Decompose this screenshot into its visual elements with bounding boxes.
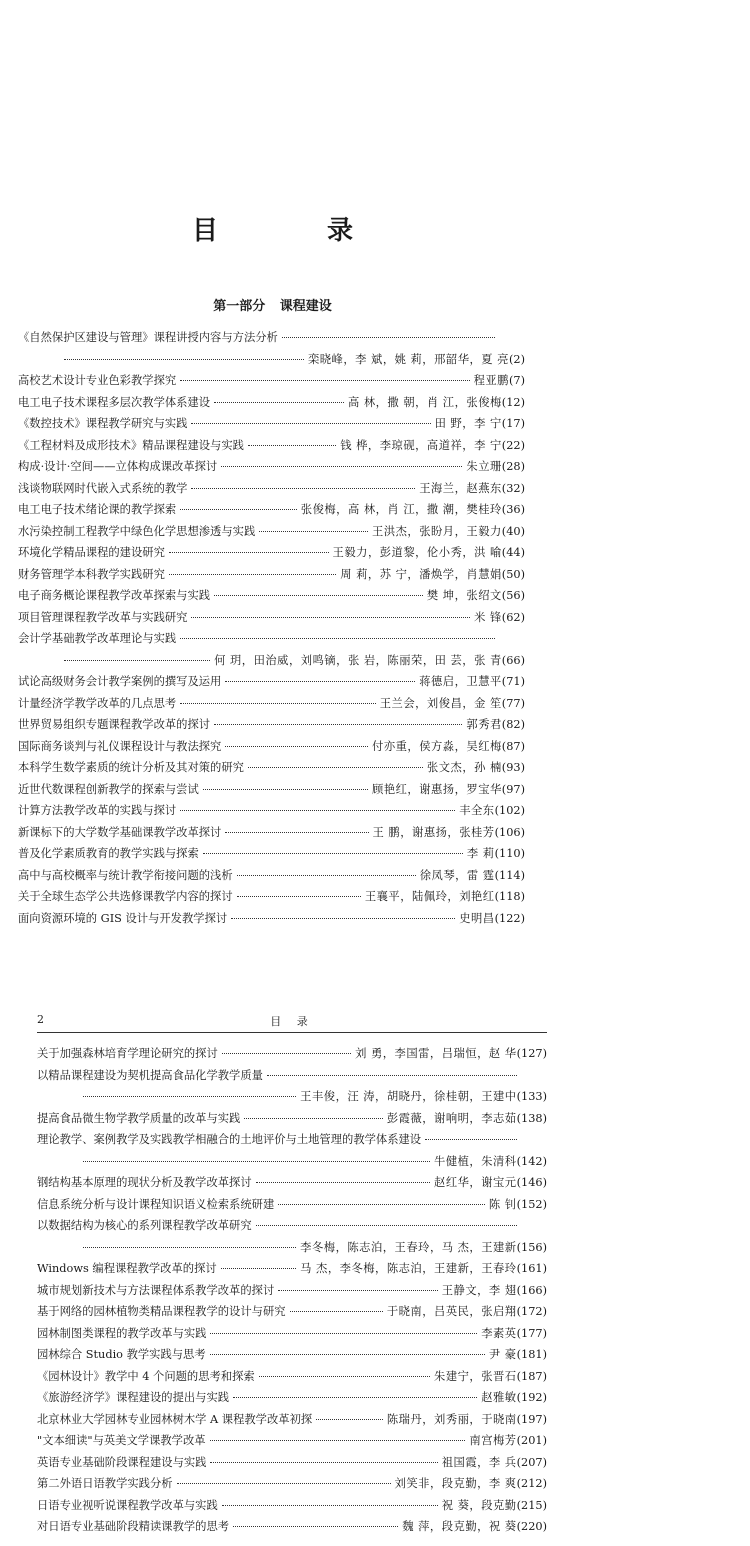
entry-authors: 张文杰，孙 楠 xyxy=(426,761,502,774)
entry-page-number: (77) xyxy=(501,696,525,710)
entry-page-number: (166) xyxy=(516,1283,547,1297)
toc-entry xyxy=(18,542,525,564)
entry-authors: 马 杰，李冬梅，陈志泊，王建新，王春玲 xyxy=(300,1262,517,1275)
entry-authors: 王襄平，陆佩玲，刘艳红 xyxy=(364,890,495,903)
toc-entry xyxy=(18,865,525,887)
entry-authors: 尹 豪 xyxy=(488,1348,517,1361)
entry-page-number: (197) xyxy=(516,1412,547,1426)
dot-leader xyxy=(225,681,415,682)
dot-leader xyxy=(237,896,361,897)
entry-title: 园林综合 Studio 教学实践与思考 xyxy=(37,1348,206,1361)
entry-page-number: (152) xyxy=(516,1197,547,1211)
toc-entry xyxy=(18,822,525,844)
toc-entry-list xyxy=(37,1043,547,1538)
dot-leader xyxy=(64,660,210,661)
entry-title: 会计学基础教学改革理论与实践 xyxy=(18,632,177,645)
entry-page-number: (220) xyxy=(516,1520,547,1533)
entry-title: 浅谈物联网时代嵌入式系统的教学 xyxy=(18,481,188,495)
entry-title: 计算方法教学改革的实践与探讨 xyxy=(18,804,177,817)
entry-page-number: (114) xyxy=(494,868,525,882)
running-page-number: 2 xyxy=(37,1013,44,1026)
dot-leader xyxy=(278,1204,485,1205)
toc-entry xyxy=(18,757,525,779)
entry-page-number: (177) xyxy=(516,1326,547,1340)
dot-leader xyxy=(210,1354,485,1355)
toc-page-2 xyxy=(0,1010,750,1546)
entry-authors: 祝 葵，段克勤 xyxy=(441,1498,517,1512)
entry-title: 环境化学精品课程的建设研究 xyxy=(18,546,165,559)
dot-leader xyxy=(316,1419,383,1420)
dot-leader xyxy=(267,1075,517,1076)
entry-page-number: (146) xyxy=(516,1176,547,1189)
toc-entry xyxy=(37,1387,547,1409)
toc-title: 目 录 xyxy=(191,216,404,246)
toc-entry xyxy=(18,478,525,500)
toc-entry xyxy=(37,1301,547,1323)
dot-leader xyxy=(191,423,430,424)
dot-leader xyxy=(83,1247,296,1248)
entry-title: 基于网络的园林植物类精品课程教学的设计与研究 xyxy=(37,1305,286,1318)
toc-entry xyxy=(37,1258,547,1280)
running-header xyxy=(37,1010,547,1033)
entry-authors: 丰全东 xyxy=(459,804,495,817)
entry-authors: 蒋德启，卫慧平 xyxy=(419,675,502,688)
dot-leader xyxy=(210,1462,437,1463)
toc-entry xyxy=(18,585,525,607)
toc-entry xyxy=(37,1065,547,1108)
entry-authors: 王洪杰，张盼月，王毅力 xyxy=(372,524,502,538)
entry-authors: 米 锋 xyxy=(474,610,502,624)
toc-entry xyxy=(18,908,525,930)
entry-authors: 程亚鹏 xyxy=(473,374,509,387)
entry-title: Windows 编程课程教学改革的探讨 xyxy=(37,1262,217,1275)
toc-entry-list xyxy=(18,327,525,929)
toc-entry xyxy=(18,327,525,370)
entry-title: 《数控技术》课程教学研究与实践 xyxy=(18,417,188,430)
entry-title: 提高食品微生物学教学质量的改革与实践 xyxy=(37,1111,241,1125)
dot-leader xyxy=(225,832,368,833)
entry-authors: 徐凤琴，雷 霆 xyxy=(419,868,495,882)
dot-leader xyxy=(237,875,416,876)
entry-page-number: (97) xyxy=(501,782,525,796)
entry-title: 英语专业基础阶段课程建设与实践 xyxy=(37,1455,207,1469)
toc-entry xyxy=(37,1473,547,1495)
entry-page-number: (207) xyxy=(516,1455,547,1469)
entry-page-number: (22) xyxy=(501,438,525,452)
dot-leader xyxy=(425,1139,517,1140)
entry-page-number: (17) xyxy=(501,417,525,430)
dot-leader xyxy=(222,1053,351,1054)
entry-title: 城市规划新技术与方法课程体系教学改革的探讨 xyxy=(37,1283,275,1297)
entry-title: 钢结构基本原理的现状分析及教学改革探讨 xyxy=(37,1176,252,1189)
entry-page-number: (102) xyxy=(494,804,525,817)
entry-page-number: (192) xyxy=(516,1391,547,1404)
entry-title: 第二外语日语教学实践分析 xyxy=(37,1477,173,1490)
dot-leader xyxy=(282,337,495,338)
toc-entry xyxy=(37,1280,547,1302)
dot-leader xyxy=(214,724,462,725)
entry-title: 电子商务概论课程教学改革探索与实践 xyxy=(18,589,211,602)
entry-title: "文本细读"与英美文学课教学改革 xyxy=(37,1434,206,1447)
toc-entry xyxy=(37,1344,547,1366)
entry-authors: 田 野，李 宁 xyxy=(434,417,502,430)
entry-authors: 陈瑞丹，刘秀丽，于晓南 xyxy=(386,1412,517,1426)
entry-page-number: (133) xyxy=(516,1090,547,1103)
entry-authors: 李素英 xyxy=(481,1326,517,1340)
entry-authors: 李冬梅，陈志泊，王春玲，马 杰，王建新 xyxy=(300,1240,517,1254)
dot-leader xyxy=(278,1290,437,1291)
entry-title: 国际商务谈判与礼仪课程设计与教法探究 xyxy=(18,739,222,753)
entry-authors: 樊 坤，张绍文 xyxy=(426,589,502,602)
running-title: 目 录 xyxy=(270,1015,314,1028)
entry-page-number: (110) xyxy=(494,847,525,860)
section-heading: 第一部分 课程建设 xyxy=(213,299,332,314)
toc-entry xyxy=(18,370,525,392)
toc-entry xyxy=(37,1430,547,1452)
toc-entry xyxy=(18,843,525,865)
dot-leader xyxy=(177,1483,391,1484)
toc-entry xyxy=(18,886,525,908)
toc-entry xyxy=(37,1043,547,1065)
toc-entry xyxy=(18,499,525,521)
entry-page-number: (50) xyxy=(501,567,525,581)
toc-entry xyxy=(18,564,525,586)
entry-authors: 王海兰，赵燕东 xyxy=(419,481,502,495)
dot-leader xyxy=(231,918,455,919)
entry-page-number: (187) xyxy=(516,1369,547,1383)
entry-title: 理论教学、案例教学及实践教学相融合的土地评价与土地管理的教学体系建设 xyxy=(37,1133,422,1146)
toc-entry xyxy=(18,779,525,801)
dot-leader xyxy=(180,509,297,510)
entry-title: 面向资源环境的 GIS 设计与开发教学探讨 xyxy=(18,911,228,925)
dot-leader xyxy=(180,638,495,639)
dot-leader xyxy=(259,1376,430,1377)
dot-leader xyxy=(214,402,344,403)
entry-title: 计量经济学教学改革的几点思考 xyxy=(18,696,177,710)
dot-leader xyxy=(64,359,304,360)
entry-title: 以数据结构为核心的系列课程教学改革研究 xyxy=(37,1219,252,1232)
dot-leader xyxy=(221,1268,297,1269)
toc-entry xyxy=(18,435,525,457)
dot-leader xyxy=(180,380,469,381)
entry-authors: 高 林，撒 朝，肖 江，张俊梅 xyxy=(347,395,502,409)
entry-authors: 刘 勇，李国雷，吕瑞恒，赵 华 xyxy=(355,1047,517,1060)
entry-page-number: (118) xyxy=(494,890,525,903)
entry-page-number: (40) xyxy=(501,524,525,538)
entry-title: 水污染控制工程教学中绿色化学思想渗透与实践 xyxy=(18,524,256,538)
dot-leader xyxy=(244,1118,382,1119)
entry-page-number: (201) xyxy=(516,1434,547,1447)
toc-entry xyxy=(18,413,525,435)
entry-page-number: (56) xyxy=(501,589,525,602)
dot-leader xyxy=(203,789,368,790)
toc-entry xyxy=(37,1409,547,1431)
entry-authors: 朱立珊 xyxy=(466,460,502,473)
entry-title: 新课标下的大学数学基础课教学改革探讨 xyxy=(18,825,222,839)
dot-leader xyxy=(222,1505,438,1506)
entry-title: 《旅游经济学》课程建设的提出与实践 xyxy=(37,1391,230,1404)
entry-page-number: (87) xyxy=(501,739,525,753)
entry-page-number: (32) xyxy=(501,481,525,495)
entry-authors: 付亦重，侯方淼，吴红梅 xyxy=(372,739,502,753)
entry-title: 关于全球生态学公共选修课教学内容的探讨 xyxy=(18,890,233,903)
dot-leader xyxy=(256,1182,430,1183)
entry-page-number: (161) xyxy=(516,1262,547,1275)
entry-authors: 何 玥，田治威，刘鸣镝，张 岩，陈丽荣，田 芸，张 青 xyxy=(214,653,502,667)
entry-authors: 王 鹏，谢惠扬，张桂芳 xyxy=(372,825,495,839)
entry-title: 本科学生数学素质的统计分析及其对策的研究 xyxy=(18,761,244,774)
toc-entry xyxy=(18,800,525,822)
entry-authors: 郭秀君 xyxy=(466,718,502,731)
entry-page-number: (138) xyxy=(516,1111,547,1125)
dot-leader xyxy=(290,1311,383,1312)
entry-title: 园林制图类课程的教学改革与实践 xyxy=(37,1326,207,1340)
entry-page-number: (28) xyxy=(501,460,525,473)
entry-authors: 陈 钊 xyxy=(488,1197,517,1211)
entry-authors: 彭霞薇，谢响明，李志茹 xyxy=(386,1111,517,1125)
entry-page-number: (172) xyxy=(516,1305,547,1318)
toc-entry xyxy=(18,628,525,671)
dot-leader xyxy=(83,1096,296,1097)
entry-authors: 于晓南，吕英民，张启翔 xyxy=(386,1305,517,1318)
entry-title: 北京林业大学园林专业园林树木学 A 课程教学改革初探 xyxy=(37,1412,313,1426)
entry-title: 电工电子技术课程多层次教学体系建设 xyxy=(18,395,211,409)
entry-title: 试论高级财务会计教学案例的撰写及运用 xyxy=(18,675,222,688)
entry-authors: 祖国霞，李 兵 xyxy=(441,1455,517,1469)
entry-title: 以精品课程建设为契机提高食品化学教学质量 xyxy=(37,1068,263,1082)
entry-title: 对日语专业基础阶段精读课教学的思考 xyxy=(37,1520,230,1533)
entry-page-number: (122) xyxy=(494,911,525,925)
entry-page-number: (7) xyxy=(508,374,525,387)
entry-authors: 顾艳红，谢惠扬，罗宝华 xyxy=(372,782,502,796)
entry-title: 高中与高校概率与统计教学衔接问题的浅析 xyxy=(18,868,233,882)
dot-leader xyxy=(214,595,423,596)
toc-entry xyxy=(18,607,525,629)
toc-entry xyxy=(37,1129,547,1172)
dot-leader xyxy=(210,1440,466,1441)
dot-leader xyxy=(221,466,462,467)
entry-title: 信息系统分析与设计课程知识语义检索系统研建 xyxy=(37,1197,275,1211)
dot-leader xyxy=(225,746,368,747)
entry-page-number: (2) xyxy=(508,352,525,366)
toc-entry xyxy=(18,671,525,693)
entry-page-number: (127) xyxy=(516,1047,547,1060)
entry-page-number: (62) xyxy=(501,610,525,624)
dot-leader xyxy=(248,445,336,446)
toc-entry xyxy=(37,1215,547,1258)
entry-title: 《自然保护区建设与管理》课程讲授内容与方法分析 xyxy=(18,331,278,344)
entry-page-number: (215) xyxy=(516,1498,547,1512)
toc-entry xyxy=(37,1516,547,1538)
entry-authors: 王静文，李 翅 xyxy=(441,1283,517,1297)
dot-leader xyxy=(180,810,455,811)
dot-leader xyxy=(169,574,336,575)
entry-title: 电工电子技术绪论课的教学探索 xyxy=(18,503,177,516)
entry-page-number: (36) xyxy=(501,503,525,516)
entry-authors: 赵雅敏 xyxy=(481,1391,517,1404)
toc-entry xyxy=(37,1452,547,1474)
toc-entry xyxy=(37,1172,547,1194)
entry-authors: 赵红华，谢宝元 xyxy=(434,1176,517,1189)
entry-page-number: (71) xyxy=(501,675,525,688)
entry-page-number: (12) xyxy=(501,395,525,409)
toc-entry xyxy=(18,456,525,478)
dot-leader xyxy=(180,703,376,704)
toc-entry xyxy=(18,736,525,758)
toc-entry xyxy=(18,693,525,715)
dot-leader xyxy=(210,1333,477,1334)
entry-authors: 张俊梅，高 林，肖 江，撒 潮，樊桂玲 xyxy=(300,503,502,516)
entry-title: 日语专业视听说课程教学改革与实践 xyxy=(37,1498,218,1512)
dot-leader xyxy=(233,1397,477,1398)
entry-authors: 王兰会，刘俊昌，金 笙 xyxy=(379,696,502,710)
entry-authors: 牛健植，朱清科 xyxy=(434,1154,517,1168)
entry-title: 高校艺术设计专业色彩教学探究 xyxy=(18,374,177,387)
entry-authors: 钱 桦，李琼砚，高道祥，李 宁 xyxy=(340,438,502,452)
entry-authors: 王丰俊，汪 涛，胡晓丹，徐桂朝，王建中 xyxy=(300,1090,517,1103)
entry-page-number: (66) xyxy=(501,653,525,667)
entry-page-number: (106) xyxy=(494,825,525,839)
entry-title: 财务管理学本科教学实践研究 xyxy=(18,567,165,581)
entry-authors: 刘笑非，段克勤，李 爽 xyxy=(394,1477,517,1490)
entry-page-number: (181) xyxy=(516,1348,547,1361)
toc-entry xyxy=(18,392,525,414)
dot-leader xyxy=(203,853,463,854)
toc-entry xyxy=(37,1323,547,1345)
entry-page-number: (93) xyxy=(501,761,525,774)
dot-leader xyxy=(248,767,423,768)
toc-entry xyxy=(37,1495,547,1517)
toc-entry xyxy=(18,714,525,736)
toc-entry xyxy=(37,1366,547,1388)
entry-title: 构成·设计·空间——立体构成课改革探讨 xyxy=(18,460,218,473)
entry-page-number: (156) xyxy=(516,1240,547,1254)
entry-title: 关于加强森林培育学理论研究的探讨 xyxy=(37,1047,218,1060)
entry-authors: 南宫梅芳 xyxy=(469,1434,517,1447)
dot-leader xyxy=(169,552,329,553)
entry-authors: 周 莉，苏 宁，潘焕学，肖慧娟 xyxy=(340,567,502,581)
entry-title: 世界贸易组织专题课程教学改革的探讨 xyxy=(18,718,211,731)
toc-entry xyxy=(37,1108,547,1130)
dot-leader xyxy=(191,488,415,489)
entry-authors: 李 莉 xyxy=(466,847,495,860)
entry-page-number: (142) xyxy=(516,1154,547,1168)
entry-page-number: (212) xyxy=(516,1477,547,1490)
entry-title: 项目管理课程教学改革与实践研究 xyxy=(18,610,188,624)
entry-title: 普及化学素质教育的教学实践与探索 xyxy=(18,847,199,860)
toc-entry xyxy=(37,1194,547,1216)
entry-page-number: (44) xyxy=(501,546,525,559)
entry-title: 《园林设计》教学中 4 个问题的思考和探索 xyxy=(37,1369,255,1383)
entry-authors: 栾晓峰，李 斌，姚 莉，邢韶华，夏 亮 xyxy=(307,352,509,366)
entry-authors: 魏 萍，段克勤，祝 葵 xyxy=(402,1520,517,1533)
dot-leader xyxy=(256,1225,517,1226)
entry-authors: 史明昌 xyxy=(459,911,495,925)
entry-title: 《工程材料及成形技术》精品课程建设与实践 xyxy=(18,438,244,452)
dot-leader xyxy=(191,617,470,618)
entry-authors: 王毅力，彭道黎，伦小秀，洪 喻 xyxy=(332,546,502,559)
entry-page-number: (82) xyxy=(501,718,525,731)
entry-title: 近世代数课程创新教学的探索与尝试 xyxy=(18,782,199,796)
dot-leader xyxy=(83,1161,430,1162)
dot-leader xyxy=(233,1526,398,1527)
toc-entry xyxy=(18,521,525,543)
dot-leader xyxy=(259,531,368,532)
entry-authors: 朱建宁，张晋石 xyxy=(434,1369,517,1383)
